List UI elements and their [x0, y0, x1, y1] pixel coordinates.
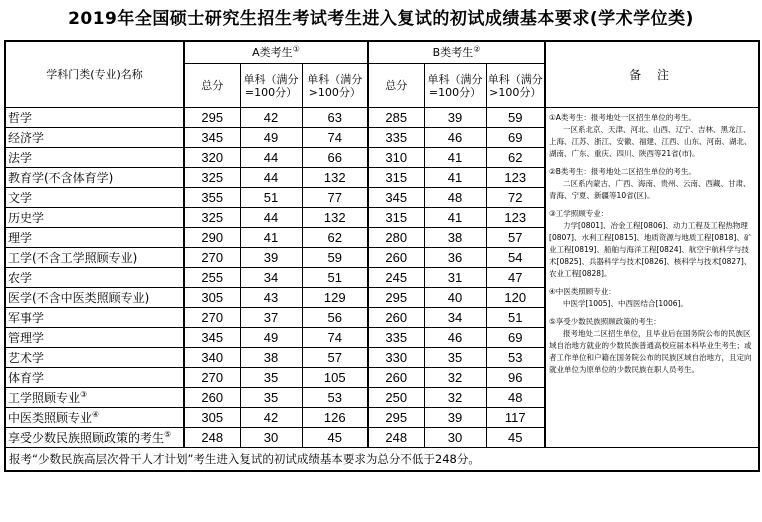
a-total-cell: 290	[184, 228, 240, 248]
b-total-cell: 315	[368, 208, 424, 228]
b-single-gt100-cell: 59	[486, 108, 545, 128]
a-single-100-cell: 49	[240, 128, 302, 148]
b-total-cell: 315	[368, 168, 424, 188]
a-single-gt100-cell: 132	[302, 208, 368, 228]
note-4-body: 中医学[1005]、中西医结合[1006]。	[563, 299, 688, 308]
a-single-gt100-cell: 62	[302, 228, 368, 248]
group-b-header: B类考生②	[368, 41, 545, 64]
a-single-100-header: 单科（满分 =100分）	[240, 64, 302, 108]
b-single-gt100-cell: 62	[486, 148, 545, 168]
b-single-gt100-cell: 96	[486, 368, 545, 388]
a-single-100-cell: 30	[240, 428, 302, 448]
b-total-cell: 295	[368, 288, 424, 308]
subject-name: 工学照顾专业③	[5, 388, 184, 408]
b-single-100-cell: 31	[424, 268, 486, 288]
b-single-100-cell: 30	[424, 428, 486, 448]
a-single-100-cell: 35	[240, 368, 302, 388]
a-total-cell: 270	[184, 248, 240, 268]
subject-name: 中医类照顾专业④	[5, 408, 184, 428]
b-single-gt100-cell: 72	[486, 188, 545, 208]
a-total-cell: 355	[184, 188, 240, 208]
a-total-cell: 255	[184, 268, 240, 288]
a-single-gt100-cell: 129	[302, 288, 368, 308]
b-total-cell: 330	[368, 348, 424, 368]
subject-name: 文学	[5, 188, 184, 208]
b-total-cell: 335	[368, 328, 424, 348]
b-single-gt100-header: 单科（满分 >100分）	[486, 64, 545, 108]
b-total-cell: 280	[368, 228, 424, 248]
b-single-gt100-cell: 69	[486, 128, 545, 148]
a-single-100-cell: 41	[240, 228, 302, 248]
subject-name: 历史学	[5, 208, 184, 228]
note-1-title: ①A类考生：报考地处一区招生单位的考生。	[549, 113, 696, 122]
a-single-100-cell: 43	[240, 288, 302, 308]
b-single-gt100-cell: 57	[486, 228, 545, 248]
b-single-100-cell: 39	[424, 108, 486, 128]
note-3-body: 力学[0801]、冶金工程[0806]、动力工程及工程热物理[0807]、水利工程[0815]、地质资源与地质工程[0818]、矿业工程[0819]、船舶与海洋工程[0824]、航空宇航科学与技术[0825]、兵器科学与技术[0826]、核科学与技术[0827]、农业工程[0828]。	[549, 221, 752, 278]
a-single-100-cell: 44	[240, 168, 302, 188]
a-single-100-cell: 35	[240, 388, 302, 408]
b-total-cell: 250	[368, 388, 424, 408]
b-total-cell: 248	[368, 428, 424, 448]
a-single-gt100-header: 单科（满分 >100分）	[302, 64, 368, 108]
a-single-100-cell: 39	[240, 248, 302, 268]
b-single-100-cell: 32	[424, 388, 486, 408]
a-single-100-cell: 42	[240, 408, 302, 428]
b-single-gt100-cell: 53	[486, 348, 545, 368]
a-single-100-cell: 44	[240, 208, 302, 228]
subject-name: 军事学	[5, 308, 184, 328]
subject-name: 管理学	[5, 328, 184, 348]
b-single-gt100-cell: 117	[486, 408, 545, 428]
a-total-cell: 345	[184, 328, 240, 348]
a-single-gt100-cell: 105	[302, 368, 368, 388]
b-total-cell: 245	[368, 268, 424, 288]
a-total-cell: 305	[184, 408, 240, 428]
remarks-header: 备 注	[545, 41, 759, 108]
a-single-gt100-cell: 77	[302, 188, 368, 208]
subject-name: 艺术学	[5, 348, 184, 368]
a-total-cell: 248	[184, 428, 240, 448]
b-total-cell: 285	[368, 108, 424, 128]
b-single-100-cell: 39	[424, 408, 486, 428]
subject-name: 教育学(不含体育学)	[5, 168, 184, 188]
b-single-100-cell: 41	[424, 208, 486, 228]
a-single-gt100-cell: 56	[302, 308, 368, 328]
subject-name: 经济学	[5, 128, 184, 148]
a-single-gt100-cell: 126	[302, 408, 368, 428]
b-total-cell: 295	[368, 408, 424, 428]
a-single-gt100-cell: 53	[302, 388, 368, 408]
subject-name: 工学(不含工学照顾专业)	[5, 248, 184, 268]
b-single-100-cell: 48	[424, 188, 486, 208]
note-3-title: ③工学照顾专业：	[549, 209, 609, 218]
a-total-cell: 295	[184, 108, 240, 128]
subject-name: 哲学	[5, 108, 184, 128]
group-a-header: A类考生①	[184, 41, 368, 64]
subject-name: 理学	[5, 228, 184, 248]
a-total-cell: 320	[184, 148, 240, 168]
note-5-body: 报考地处二区招生单位，且毕业后在国务院公布的民族区域自治地方就业的少数民族普通高校应届本科毕业生考生；或者工作单位和户籍在国务院公布的民族区域自治地方，且定向就业单位为原单位的少数民族在职人员考生。	[549, 329, 752, 374]
a-total-cell: 270	[184, 308, 240, 328]
b-single-gt100-cell: 51	[486, 308, 545, 328]
a-total-cell: 305	[184, 288, 240, 308]
a-single-gt100-cell: 45	[302, 428, 368, 448]
a-single-100-cell: 44	[240, 148, 302, 168]
b-single-gt100-cell: 45	[486, 428, 545, 448]
b-single-100-cell: 36	[424, 248, 486, 268]
b-total-header: 总分	[368, 64, 424, 108]
footer-note: 报考“少数民族高层次骨干人才计划”考生进入复试的初试成绩基本要求为总分不低于248分。	[5, 448, 759, 472]
b-single-100-cell: 41	[424, 148, 486, 168]
b-total-cell: 345	[368, 188, 424, 208]
a-single-gt100-cell: 59	[302, 248, 368, 268]
note-2-body: 二区系内蒙古、广西、海南、贵州、云南、西藏、甘肃、青海、宁夏、新疆等10省(区)。	[549, 179, 751, 200]
score-table	[4, 40, 760, 472]
table-row	[5, 108, 759, 128]
a-total-cell: 325	[184, 208, 240, 228]
a-single-gt100-cell: 132	[302, 168, 368, 188]
note-4-title: ④中医类照顾专业：	[549, 287, 616, 296]
a-total-header: 总分	[184, 64, 240, 108]
a-single-100-cell: 34	[240, 268, 302, 288]
a-total-cell: 260	[184, 388, 240, 408]
b-single-gt100-cell: 69	[486, 328, 545, 348]
b-single-gt100-cell: 54	[486, 248, 545, 268]
a-single-100-cell: 42	[240, 108, 302, 128]
a-single-100-cell: 37	[240, 308, 302, 328]
page-title: 2019年全国硕士研究生招生考试考生进入复试的初试成绩基本要求(学术学位类)	[68, 9, 694, 29]
a-total-cell: 340	[184, 348, 240, 368]
b-single-100-cell: 46	[424, 328, 486, 348]
a-single-gt100-cell: 74	[302, 128, 368, 148]
b-total-cell: 260	[368, 248, 424, 268]
note-1-body: 一区系北京、天津、河北、山西、辽宁、吉林、黑龙江、上海、江苏、浙江、安徽、福建、江西、山东、河南、湖北、湖南、广东、重庆、四川、陕西等21省(市)。	[549, 125, 752, 158]
b-single-100-cell: 34	[424, 308, 486, 328]
b-single-100-cell: 46	[424, 128, 486, 148]
b-single-gt100-cell: 123	[486, 168, 545, 188]
b-total-cell: 260	[368, 308, 424, 328]
b-single-gt100-cell: 47	[486, 268, 545, 288]
b-single-100-cell: 40	[424, 288, 486, 308]
b-single-100-cell: 41	[424, 168, 486, 188]
b-total-cell: 310	[368, 148, 424, 168]
a-total-cell: 345	[184, 128, 240, 148]
a-single-gt100-cell: 74	[302, 328, 368, 348]
a-single-100-cell: 49	[240, 328, 302, 348]
b-total-cell: 260	[368, 368, 424, 388]
a-single-gt100-cell: 63	[302, 108, 368, 128]
b-single-100-header: 单科（满分 =100分）	[424, 64, 486, 108]
a-single-100-cell: 38	[240, 348, 302, 368]
b-single-100-cell: 32	[424, 368, 486, 388]
subject-column-header: 学科门类(专业)名称	[5, 41, 184, 108]
subject-name: 享受少数民族照顾政策的考生⑤	[5, 428, 184, 448]
subject-name: 农学	[5, 268, 184, 288]
b-single-gt100-cell: 48	[486, 388, 545, 408]
a-total-cell: 325	[184, 168, 240, 188]
a-single-gt100-cell: 66	[302, 148, 368, 168]
subject-name: 法学	[5, 148, 184, 168]
b-single-100-cell: 35	[424, 348, 486, 368]
remarks-notes	[545, 108, 759, 448]
subject-name: 医学(不含中医类照顾专业)	[5, 288, 184, 308]
a-single-gt100-cell: 57	[302, 348, 368, 368]
subject-name: 体育学	[5, 368, 184, 388]
b-single-gt100-cell: 120	[486, 288, 545, 308]
a-total-cell: 270	[184, 368, 240, 388]
b-total-cell: 335	[368, 128, 424, 148]
note-5-title: ⑤享受少数民族照顾政策的考生：	[549, 317, 661, 326]
a-single-gt100-cell: 51	[302, 268, 368, 288]
note-2-title: ②B类考生：报考地处二区招生单位的考生。	[549, 167, 696, 176]
b-single-gt100-cell: 123	[486, 208, 545, 228]
a-single-100-cell: 51	[240, 188, 302, 208]
b-single-100-cell: 38	[424, 228, 486, 248]
